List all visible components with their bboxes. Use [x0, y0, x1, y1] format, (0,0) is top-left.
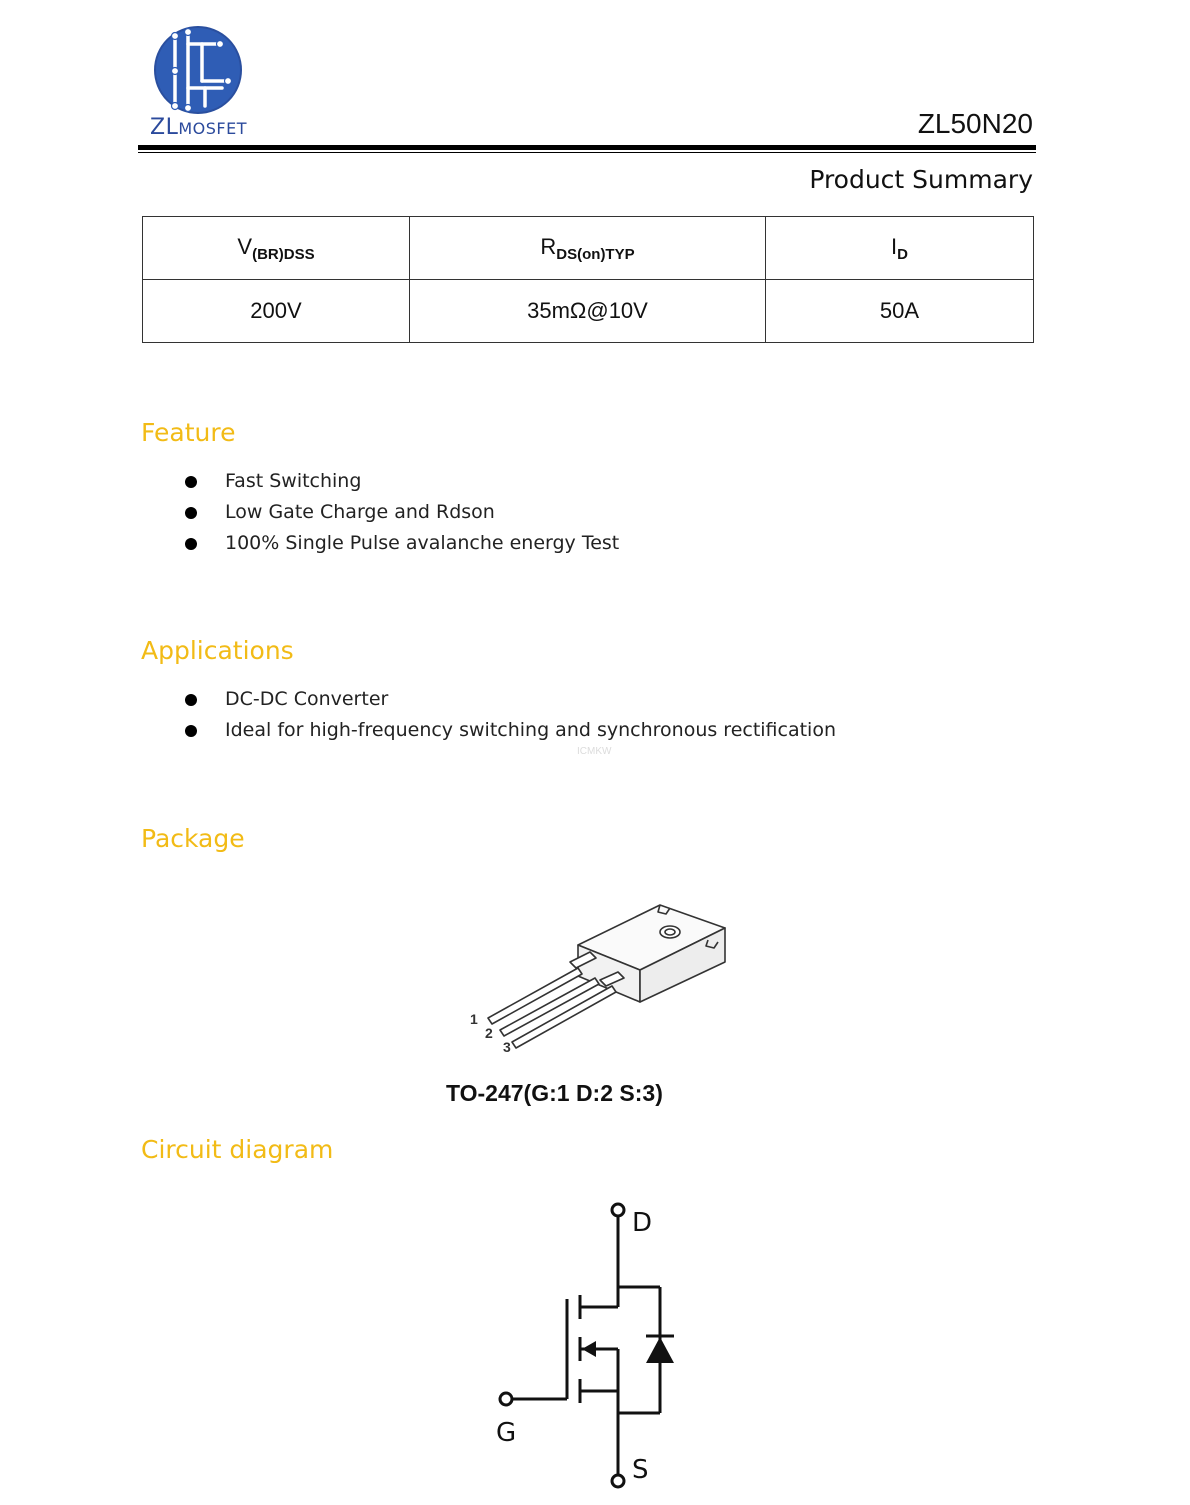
table-header-row	[143, 217, 1034, 280]
bullet-icon	[185, 476, 197, 488]
package-caption: TO-247(G:1 D:2 S:3)	[446, 1080, 663, 1106]
list-item: DC-DC Converter	[183, 684, 836, 715]
table-row	[143, 280, 1034, 343]
header-cell-id: $I_D$	[766, 217, 1034, 280]
pin-label-2: 2	[485, 1025, 493, 1041]
circuit-heading: Circuit diagram	[141, 1135, 334, 1164]
bullet-icon	[185, 725, 197, 737]
part-number: ZL50N20	[917, 108, 1033, 139]
pin-label-1: 1	[470, 1011, 478, 1027]
feature-list	[183, 466, 619, 559]
gate-label: G	[496, 1418, 517, 1448]
list-item: Ideal for high-frequency switching and synchronous rectification	[183, 715, 836, 746]
logo-text-small: MOSFET	[178, 119, 247, 138]
header-cell-vbrdss: $V_{(BR)DSS}$	[143, 217, 410, 280]
drain-label: D	[632, 1208, 653, 1238]
header-rule-thin	[138, 152, 1036, 153]
feature-heading: Feature	[141, 418, 236, 447]
value-cell-vbrdss: 200V	[143, 280, 410, 343]
logo-text-main: ZL	[150, 115, 179, 140]
value-cell-rdson: 35mΩ@10V	[410, 280, 766, 343]
bullet-icon	[185, 694, 197, 706]
header-rule-thick	[138, 145, 1036, 150]
logo-wordmark	[150, 115, 247, 140]
product-summary-table	[142, 216, 1034, 343]
product-summary-title: Product Summary	[809, 165, 1033, 194]
bullet-icon	[185, 507, 197, 519]
header-cell-rdson: $R_{DS(on)TYP}$	[410, 217, 766, 280]
pin-label-3: 3	[503, 1039, 511, 1055]
package-heading: Package	[141, 824, 245, 853]
bullet-icon	[185, 538, 197, 550]
list-item: 100% Single Pulse avalanche energy Test	[183, 528, 619, 559]
list-item: Fast Switching	[183, 466, 619, 497]
watermark: ICMKW	[577, 746, 612, 757]
applications-heading: Applications	[141, 636, 294, 665]
to247-package-illustration	[460, 890, 750, 1065]
list-item: Low Gate Charge and Rdson	[183, 497, 619, 528]
applications-list	[183, 684, 836, 746]
source-label: S	[632, 1455, 649, 1485]
mosfet-circuit-symbol	[490, 1195, 690, 1495]
value-cell-id: 50A	[766, 280, 1034, 343]
